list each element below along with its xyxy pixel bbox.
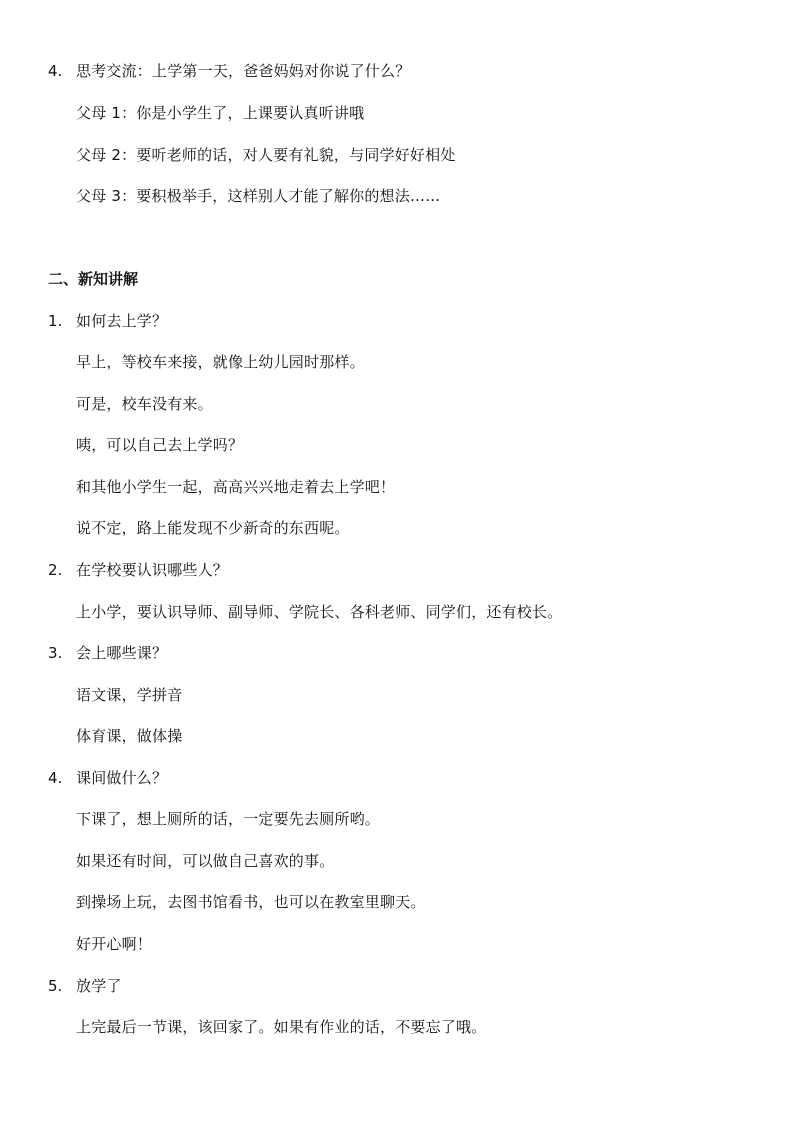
item-answer: 可是，校车没有来。: [76, 395, 213, 413]
intro-number: 4.: [48, 62, 63, 80]
item-answer: 体育课，做体操: [76, 727, 183, 745]
item-answer: 下课了，想上厕所的话，一定要先去厕所哟。: [76, 810, 381, 828]
item-answer: 上完最后一节课，该回家了。如果有作业的话，不要忘了哦。: [76, 1018, 487, 1036]
intro-answer: 父母 2：要听老师的话，对人要有礼貌，与同学好好相处: [76, 146, 456, 164]
intro-question: 思考交流：上学第一天，爸爸妈妈对你说了什么？: [76, 62, 411, 80]
item-question: 在学校要认识哪些人？: [76, 561, 229, 579]
item-answer: 好开心啊！: [76, 935, 153, 953]
item-question: 会上哪些课？: [76, 644, 168, 662]
item-number: 3.: [48, 644, 63, 662]
item-answer: 早上，等校车来接，就像上幼儿园时那样。: [76, 353, 365, 371]
item-number: 5.: [48, 977, 63, 995]
item-number: 2.: [48, 561, 63, 579]
item-answer: 如果还有时间，可以做自己喜欢的事。: [76, 852, 335, 870]
item-question: 如何去上学？: [76, 312, 168, 330]
item-question: 放学了: [76, 977, 122, 995]
section-heading: 二、新知讲解: [48, 270, 139, 288]
item-answer: 和其他小学生一起，高高兴兴地走着去上学吧！: [76, 478, 396, 496]
item-number: 4.: [48, 769, 63, 787]
item-answer: 咦，可以自己去上学吗？: [76, 436, 244, 454]
item-answer: 说不定，路上能发现不少新奇的东西呢。: [76, 519, 350, 537]
item-question: 课间做什么？: [76, 769, 168, 787]
item-answer: 上小学，要认识导师、副导师、学院长、各科老师、同学们，还有校长。: [76, 603, 563, 621]
intro-answer: 父母 3：要积极举手，这样别人才能了解你的想法……: [76, 187, 441, 205]
intro-answer: 父母 1：你是小学生了，上课要认真听讲哦: [76, 104, 365, 122]
item-answer: 到操场上玩，去图书馆看书，也可以在教室里聊天。: [76, 893, 426, 911]
item-number: 1.: [48, 312, 63, 330]
item-answer: 语文课，学拼音: [76, 686, 183, 704]
